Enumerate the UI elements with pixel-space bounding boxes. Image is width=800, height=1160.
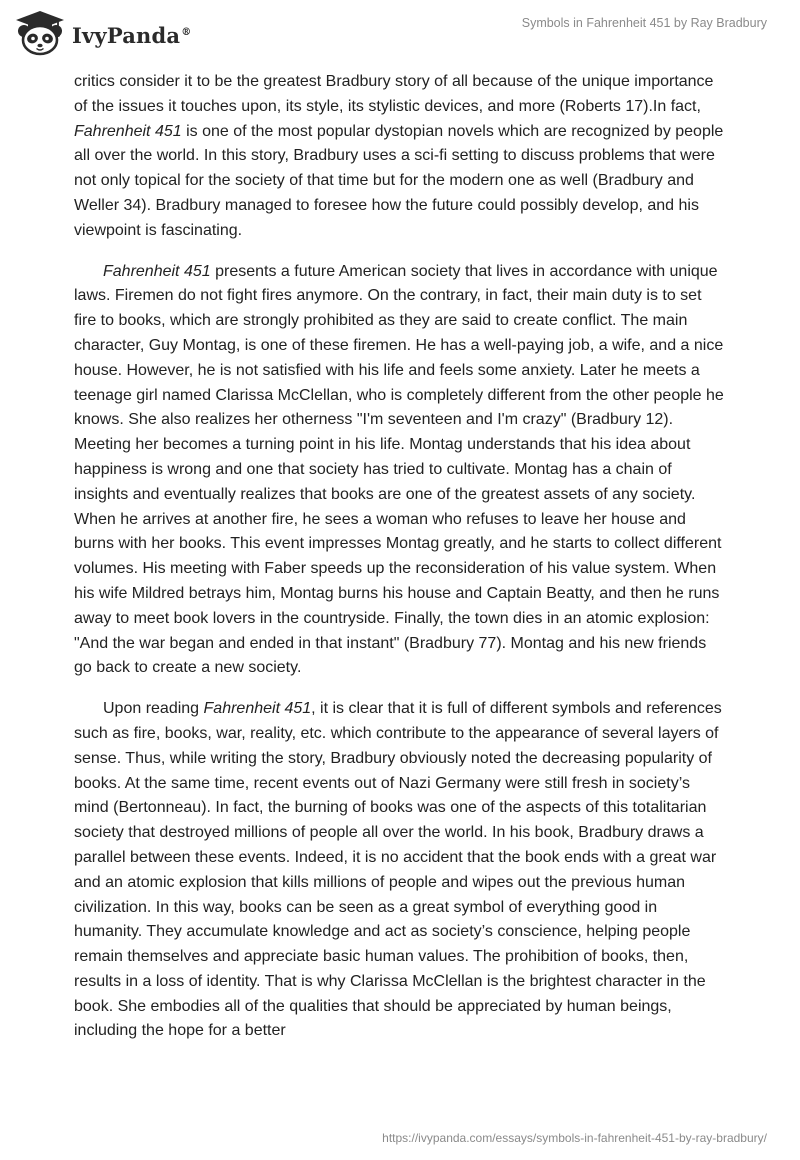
paragraph-text: critics consider it to be the greatest Bradbury story of all because of the unique importance of the issues it touches upon, its style, its stylistic devices, and more (Roberts 17).In fact,	[74, 73, 714, 115]
paragraph-text: is one of the most popular dystopian novels which are recognized by people all over the world. In this story, Bradbury uses a sci-fi setting to discuss problems that were not only topical for the society of that time but for the modern one as well (Bradbury and Weller 34). Bradbury managed to foresee how the future could possibly develop, and his viewpoint is fascinating.	[74, 122, 724, 239]
book-title-italic: Fahrenheit 451	[203, 700, 312, 718]
document-title: Symbols in Fahrenheit 451 by Ray Bradbury	[521, 16, 767, 30]
page-header	[0, 0, 800, 62]
footer-url[interactable]: https://ivypanda.com/essays/symbols-in-fahrenheit-451-by-ray-bradbury/	[382, 1131, 767, 1145]
paragraph-text: presents a future American society that lives in accordance with unique laws. Firemen do not fight fires anymore. On the contrary, in fact, their main duty is to set fire to books, which are strongly prohibited as they are said to create conflict. The main character, Guy Montag, is one of these firemen. He has a well-paying job, a wife, and a nice house. However, he is not satisfied with his life and feels some anxiety. Later he meets a teenage girl named Clarissa McClellan, who is completely different from the other people he knows. She also realizes her otherness "I'm seventeen and I'm crazy" (Bradbury 12). Meeting her becomes a turning point in his life. Montag understands that his idea about happiness is wrong and one that society has tried to cultivate. Montag has a chain of insights and eventually realizes that books are one of the greatest assets of any society. When he arrives at another fire, he sees a woman who refuses to leave her house and burns with her books. This event impresses Montag greatly, and he starts to collect different volumes. His meeting with Faber speeds up the reconsideration of his value system. When his wife Mildred betrays him, Montag burns his house and Captain Beatty, and then he runs away to meet book lovers in the countryside. Finally, the town dies in an atomic explosion: "And the war began and ended in that instant" (Bradbury 77). Montag and his new friends go back to create a new society.	[74, 262, 724, 677]
paragraph-text: , it is clear that it is full of different symbols and references such as fire, books, war, reality, etc. which contribute to the appearance of several layers of sense. Thus, while writing the story, Bradbury obviously noted the decreasing popularity of books. At the same time, recent events out of Nazi Germany were still fresh in society’s mind (Bertonneau). In fact, the burning of books was one of the aspects of this totalitarian society that destroyed millions of people all over the world. In his book, Bradbury draws a parallel between these events. Indeed, it is no accident that the book ends with a great war and an atomic explosion that kills millions of people and wipes out the previous human civilization. In this way, books can be seen as a great symbol of everything good in humanity. They accumulate knowledge and act as society’s conscience, helping people remain themselves and appreciate basic human values. The prohibition of books, then, results in a loss of identity. That is why Clarissa McClellan is the brightest character in the book. She embodies all of the qualities that should be appreciated by human beings, including the hope for a better	[74, 700, 722, 1040]
ivypanda-logo[interactable]	[14, 10, 191, 56]
body-paragraph	[74, 697, 726, 1044]
body-paragraph	[74, 70, 726, 244]
essay-body	[74, 70, 726, 1060]
registered-mark: ®	[181, 26, 192, 38]
book-title-italic: Fahrenheit 451	[74, 122, 182, 140]
body-paragraph	[74, 260, 726, 682]
book-title-italic: Fahrenheit 451	[103, 262, 211, 280]
paragraph-text: Upon reading	[103, 700, 204, 718]
brand-name: IvyPanda®	[72, 22, 192, 48]
panda-graduate-icon	[14, 10, 66, 56]
